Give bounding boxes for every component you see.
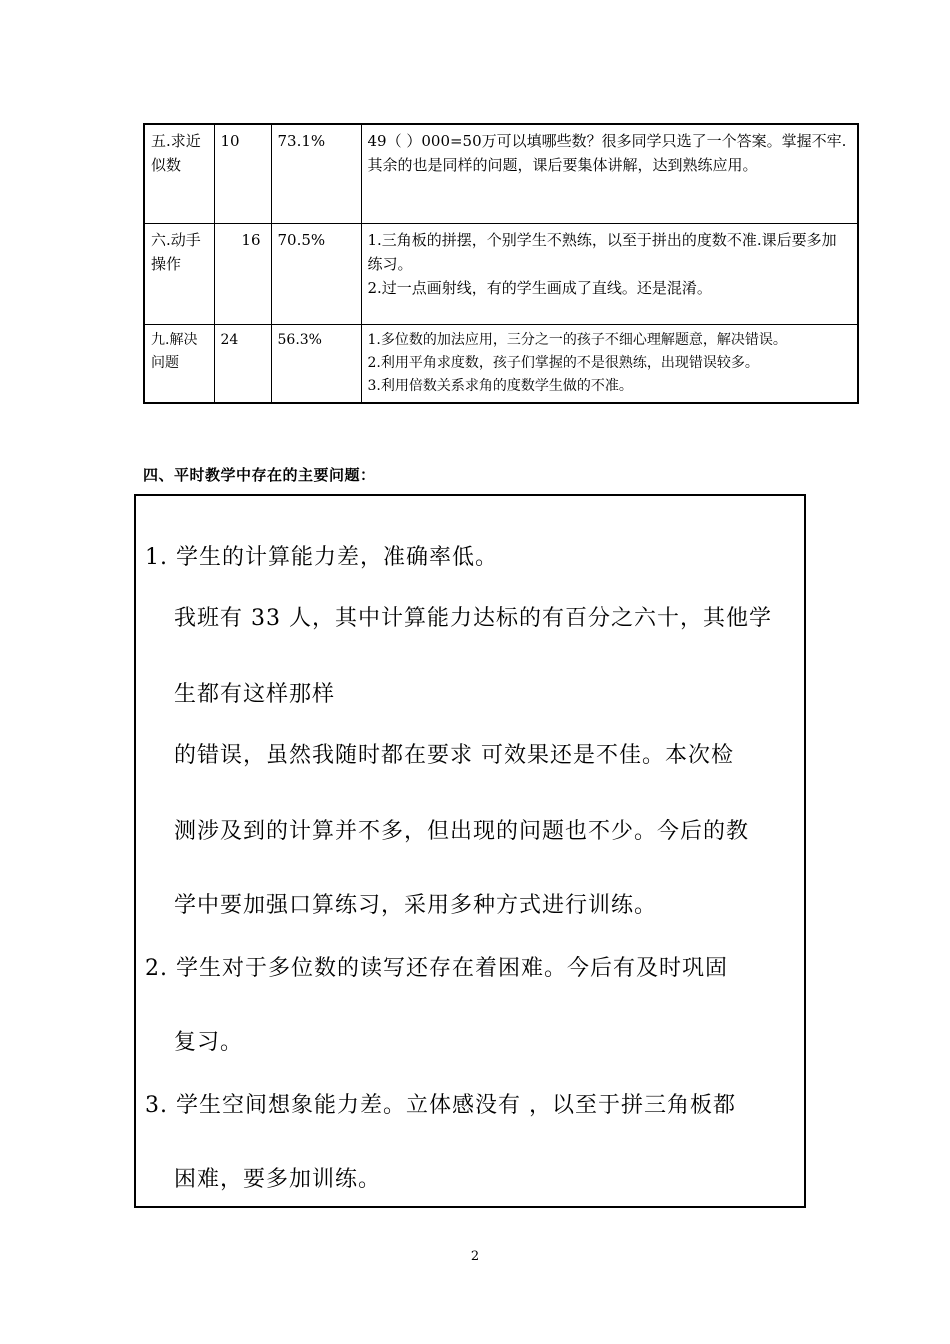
problem-text-line: 我班有 33 人，其中计算能力达标的有百分之六十，其他学 xyxy=(174,606,772,631)
detail-line: 49（ ）000=50万可以填哪些数？很多同学只选了一个答案。掌握不牢.其余的也是同样的问题，课后要集体讲解，达到熟练应用。 xyxy=(367,132,847,174)
detail-line: 3.利用倍数关系求角的度数学生做的不准。 xyxy=(367,377,633,394)
count-cell: 10 xyxy=(214,124,271,223)
item-cell: 六.动手操作 xyxy=(144,223,214,324)
problem-heading: 2. 学生对于多位数的读写还存在着困难。今后有及时巩固 xyxy=(145,956,728,981)
rate-cell: 56.3% xyxy=(271,324,361,403)
problem-text-line: 的错误，虽然我随时都在要求 可效果还是不佳。本次检 xyxy=(174,743,734,768)
table-row xyxy=(144,223,858,324)
analysis-table xyxy=(143,123,859,404)
problem-heading: 1. 学生的计算能力差，准确率低。 xyxy=(145,545,498,570)
count-cell: 16 xyxy=(214,223,271,324)
detail-line: 1.多位数的加法应用，三分之一的孩子不细心理解题意，解决错误。 xyxy=(367,331,787,348)
problem-text-line: 困难，要多加训练。 xyxy=(174,1167,382,1192)
detail-cell xyxy=(361,124,858,223)
detail-line: 1.三角板的拼摆，个别学生不熟练，以至于拼出的度数不准.课后要多加练习。 xyxy=(367,230,837,273)
count-cell: 24 xyxy=(214,324,271,403)
problem-text-line: 学中要加强口算练习，采用多种方式进行训练。 xyxy=(174,893,658,918)
page-number: 2 xyxy=(470,1249,480,1264)
problem-heading: 3. 学生空间想象能力差。立体感没有 ，以至于拼三角板都 xyxy=(145,1093,736,1118)
detail-line: 2.过一点画射线，有的学生画成了直线。还是混淆。 xyxy=(367,278,712,297)
detail-line: 2.利用平角求度数，孩子们掌握的不是很熟练，出现错误较多。 xyxy=(367,354,759,371)
problem-text-line: 测涉及到的计算并不多，但出现的问题也不少。今后的教 xyxy=(174,819,750,844)
table-row xyxy=(144,324,858,403)
problem-text-line: 生都有这样那样 xyxy=(174,682,336,707)
table-row xyxy=(144,124,858,223)
section-heading: 四、平时教学中存在的主要问题： xyxy=(143,466,376,484)
problem-text-line: 复习。 xyxy=(174,1030,244,1055)
detail-cell xyxy=(361,223,858,324)
detail-cell xyxy=(361,324,858,403)
rate-cell: 70.5% xyxy=(271,223,361,324)
rate-cell: 73.1% xyxy=(271,124,361,223)
item-cell: 九.解决问题 xyxy=(144,324,214,403)
item-cell: 五.求近似数 xyxy=(144,124,214,223)
